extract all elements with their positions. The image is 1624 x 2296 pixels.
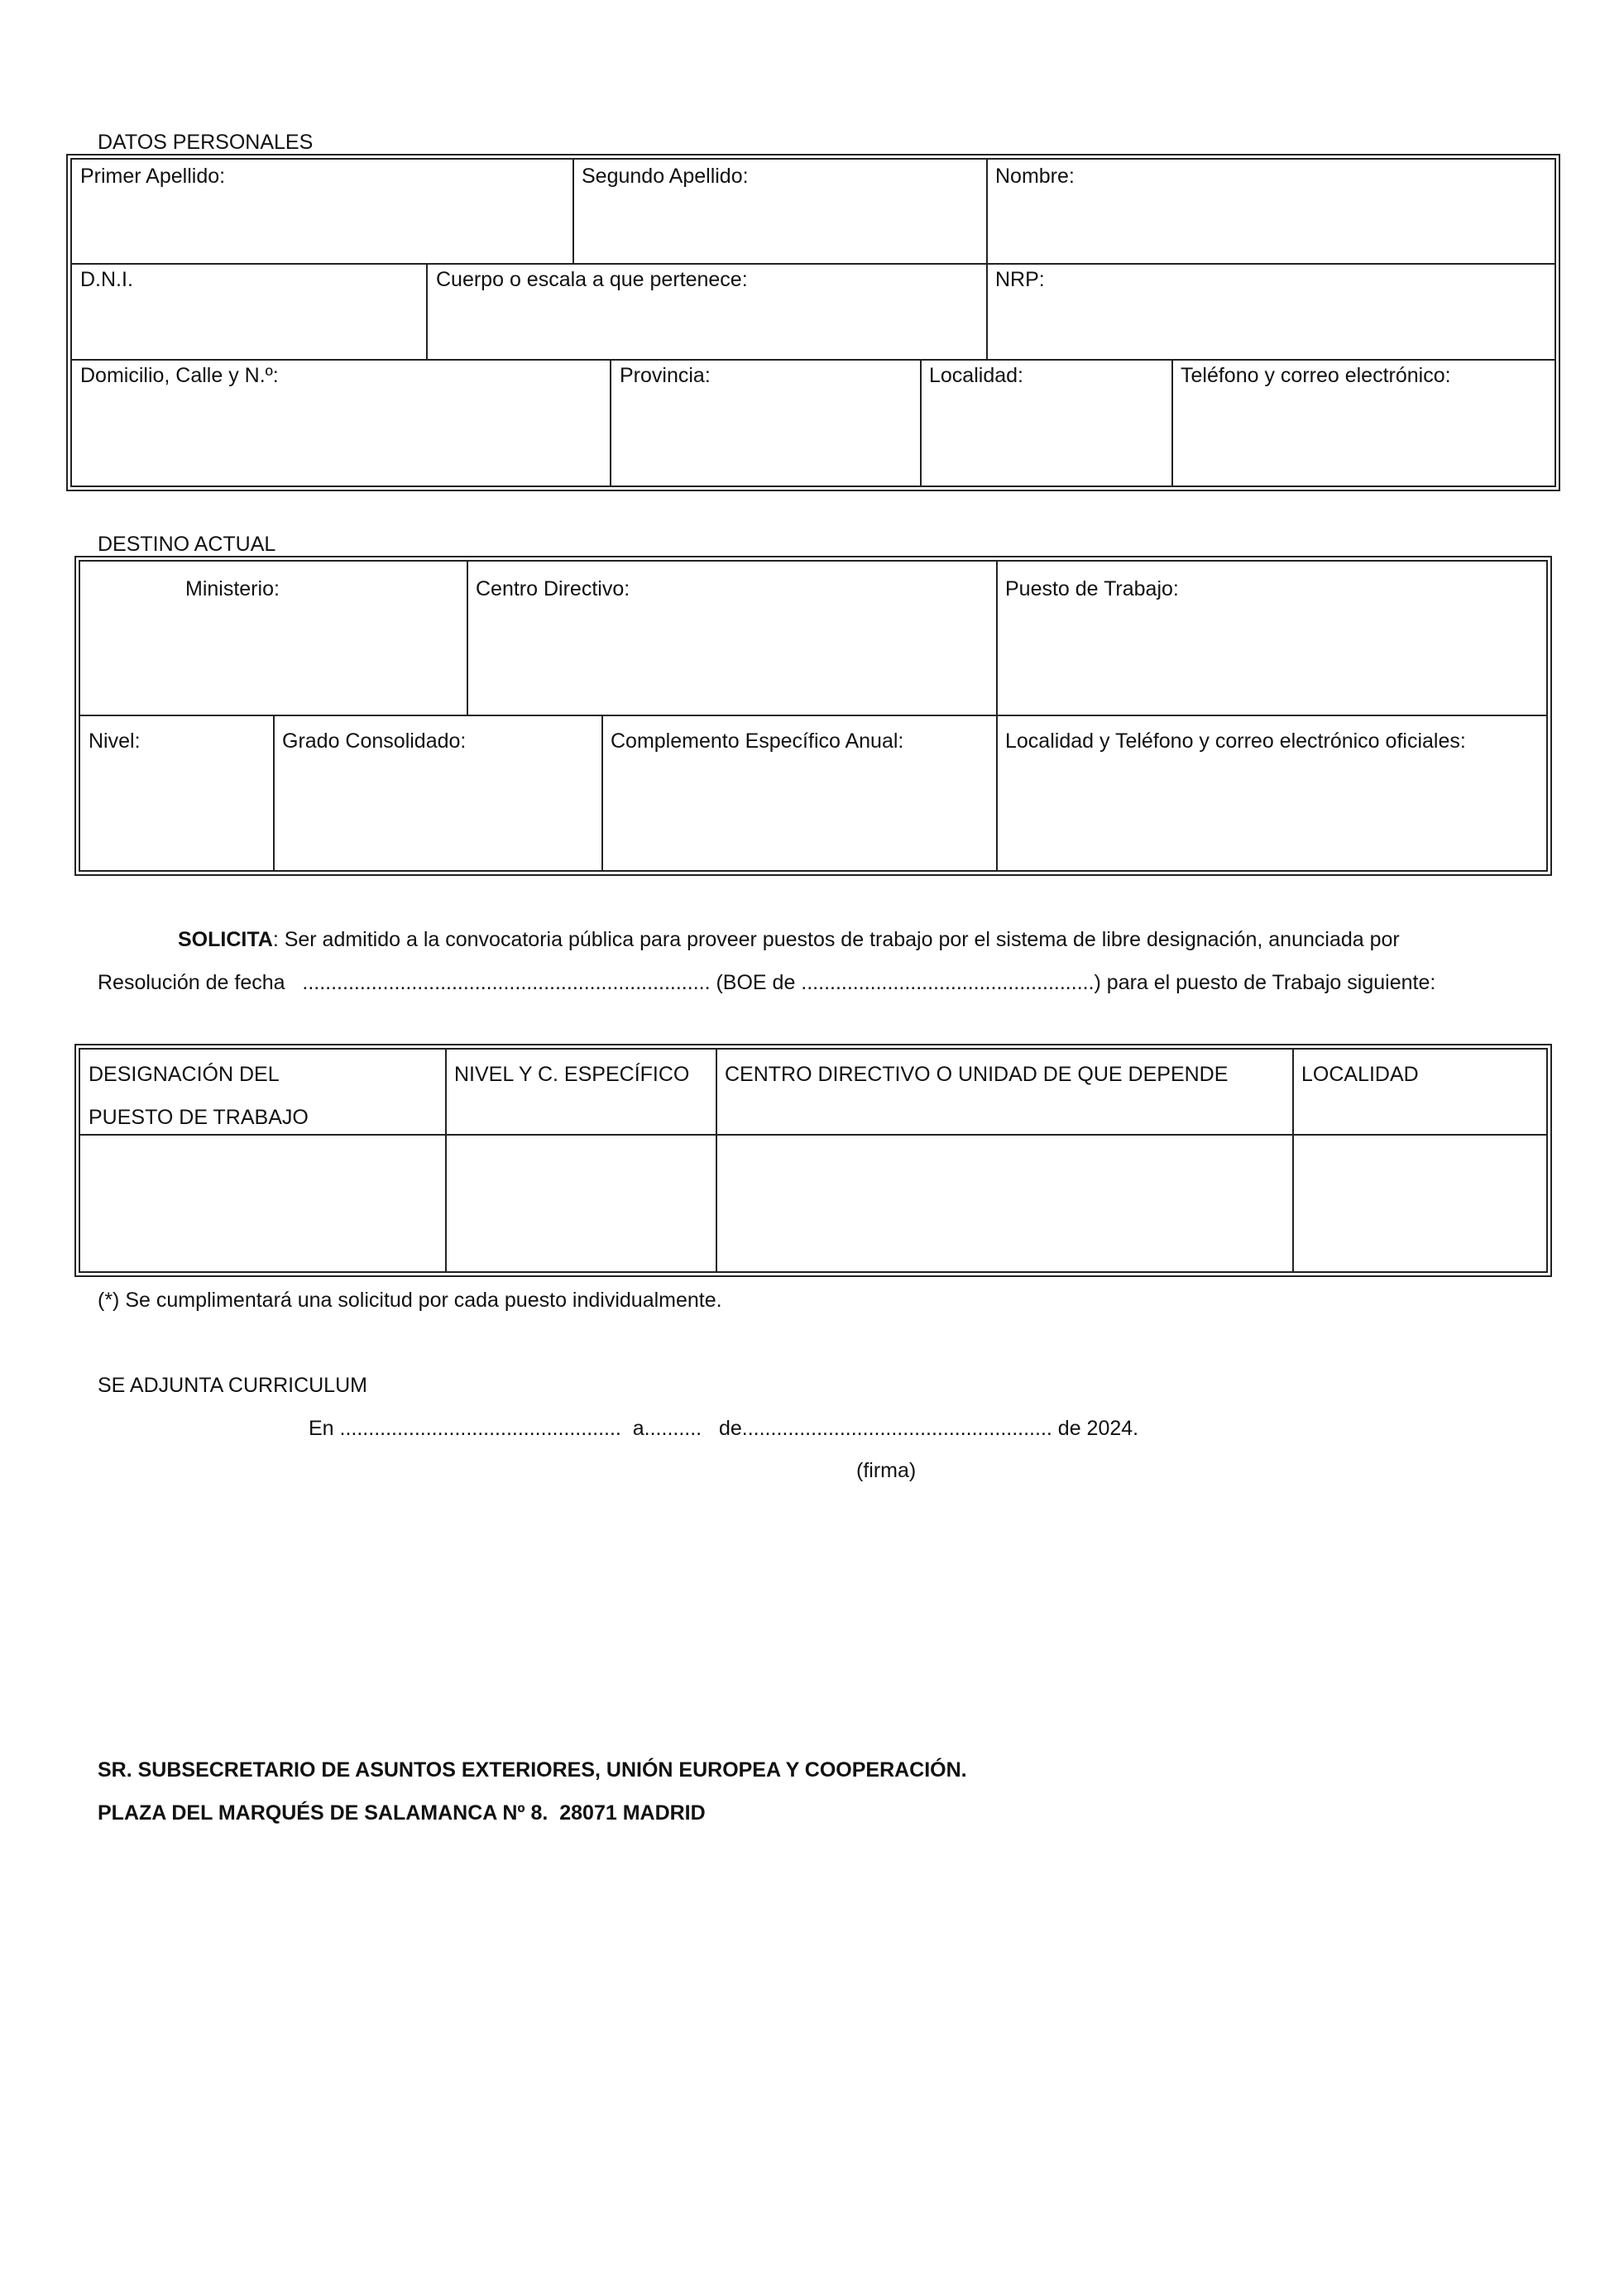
destinatario-line1: SR. SUBSECRETARIO DE ASUNTOS EXTERIORES, UNIÓN EUROPEA Y COOPERACIÓN. bbox=[98, 1758, 967, 1782]
col-divider bbox=[467, 562, 468, 715]
input-centro-directivo[interactable] bbox=[719, 1137, 1290, 1270]
row-divider bbox=[80, 715, 1546, 716]
col-divider bbox=[1171, 359, 1173, 486]
field-nombre[interactable]: Nombre: bbox=[995, 165, 1075, 188]
field-localidad-oficial[interactable]: Localidad y Teléfono y correo electrónico oficiales: bbox=[1005, 729, 1466, 753]
puesto-solicitado-table bbox=[74, 1044, 1552, 1277]
field-dni[interactable]: D.N.I. bbox=[80, 268, 133, 291]
col-divider bbox=[1292, 1050, 1294, 1271]
se-adjunta-curriculum: SE ADJUNTA CURRICULUM bbox=[98, 1374, 367, 1397]
firma-label: (firma) bbox=[856, 1459, 917, 1482]
solicita-text: : Ser admitido a la convocatoria pública para proveer puestos de trabajo por el sistema de libre designación, anunciada por bbox=[272, 928, 1400, 951]
header-centro-directivo: CENTRO DIRECTIVO O UNIDAD DE QUE DEPENDE bbox=[725, 1063, 1229, 1086]
solicita-keyword: SOLICITA bbox=[178, 928, 273, 951]
destino-actual-table-inner bbox=[79, 560, 1548, 872]
header-nivel-especifico: NIVEL Y C. ESPECÍFICO bbox=[454, 1063, 690, 1086]
col-divider bbox=[986, 263, 988, 359]
field-cuerpo-escala[interactable]: Cuerpo o escala a que pertenece: bbox=[436, 268, 748, 291]
solicita-paragraph-line1 bbox=[178, 927, 1400, 952]
fecha-lugar-line[interactable]: En ................................................. a.......... de...................................................... de 2024. bbox=[309, 1417, 1139, 1440]
field-segundo-apellido[interactable]: Segundo Apellido: bbox=[582, 165, 749, 188]
destino-actual-table bbox=[74, 556, 1552, 876]
input-nivel-especifico[interactable] bbox=[448, 1137, 713, 1270]
destinatario-line2: PLAZA DEL MARQUÉS DE SALAMANCA Nº 8. 28071 MADRID bbox=[98, 1801, 706, 1825]
header-localidad: LOCALIDAD bbox=[1301, 1063, 1419, 1086]
col-divider bbox=[996, 715, 998, 870]
puesto-solicitado-table-inner bbox=[79, 1048, 1548, 1273]
field-centro-directivo[interactable]: Centro Directivo: bbox=[476, 577, 630, 600]
field-provincia[interactable]: Provincia: bbox=[620, 364, 711, 387]
col-divider bbox=[426, 263, 428, 359]
col-divider bbox=[920, 359, 922, 486]
col-divider bbox=[716, 1050, 717, 1271]
row-divider bbox=[72, 263, 1555, 265]
field-complemento-especifico[interactable]: Complemento Específico Anual: bbox=[611, 729, 904, 753]
field-nrp[interactable]: NRP: bbox=[995, 268, 1045, 291]
field-puesto-trabajo[interactable]: Puesto de Trabajo: bbox=[1005, 577, 1179, 600]
personal-data-table-inner bbox=[70, 158, 1556, 487]
header-divider bbox=[80, 1134, 1546, 1136]
col-divider bbox=[273, 715, 275, 870]
input-designacion[interactable] bbox=[82, 1137, 443, 1270]
footnote: (*) Se cumplimentará una solicitud por cada puesto individualmente. bbox=[98, 1289, 722, 1312]
col-divider bbox=[445, 1050, 447, 1271]
field-primer-apellido[interactable]: Primer Apellido: bbox=[80, 165, 226, 188]
field-ministerio[interactable]: Ministerio: bbox=[185, 577, 280, 600]
field-grado-consolidado[interactable]: Grado Consolidado: bbox=[282, 729, 467, 753]
col-divider bbox=[986, 160, 988, 263]
field-telefono-correo[interactable]: Teléfono y correo electrónico: bbox=[1181, 364, 1451, 387]
field-domicilio[interactable]: Domicilio, Calle y N.º: bbox=[80, 364, 279, 387]
field-nivel[interactable]: Nivel: bbox=[89, 729, 141, 753]
field-localidad[interactable]: Localidad: bbox=[929, 364, 1023, 387]
header-designacion-line2: PUESTO DE TRABAJO bbox=[89, 1106, 309, 1129]
col-divider bbox=[572, 160, 574, 263]
personal-data-table bbox=[66, 154, 1560, 491]
section-heading-datos-personales: DATOS PERSONALES bbox=[98, 131, 314, 154]
header-designacion-line1: DESIGNACIÓN DEL bbox=[89, 1063, 280, 1086]
section-heading-destino-actual: DESTINO ACTUAL bbox=[98, 533, 276, 556]
solicita-paragraph-line2: Resolución de fecha ....................................................................... (BOE de ...................................................) para el puesto de Trabajo siguiente: bbox=[98, 971, 1436, 994]
col-divider bbox=[601, 715, 603, 870]
col-divider bbox=[610, 359, 611, 486]
input-localidad[interactable] bbox=[1296, 1137, 1544, 1270]
row-divider bbox=[72, 359, 1555, 361]
col-divider bbox=[996, 562, 998, 715]
